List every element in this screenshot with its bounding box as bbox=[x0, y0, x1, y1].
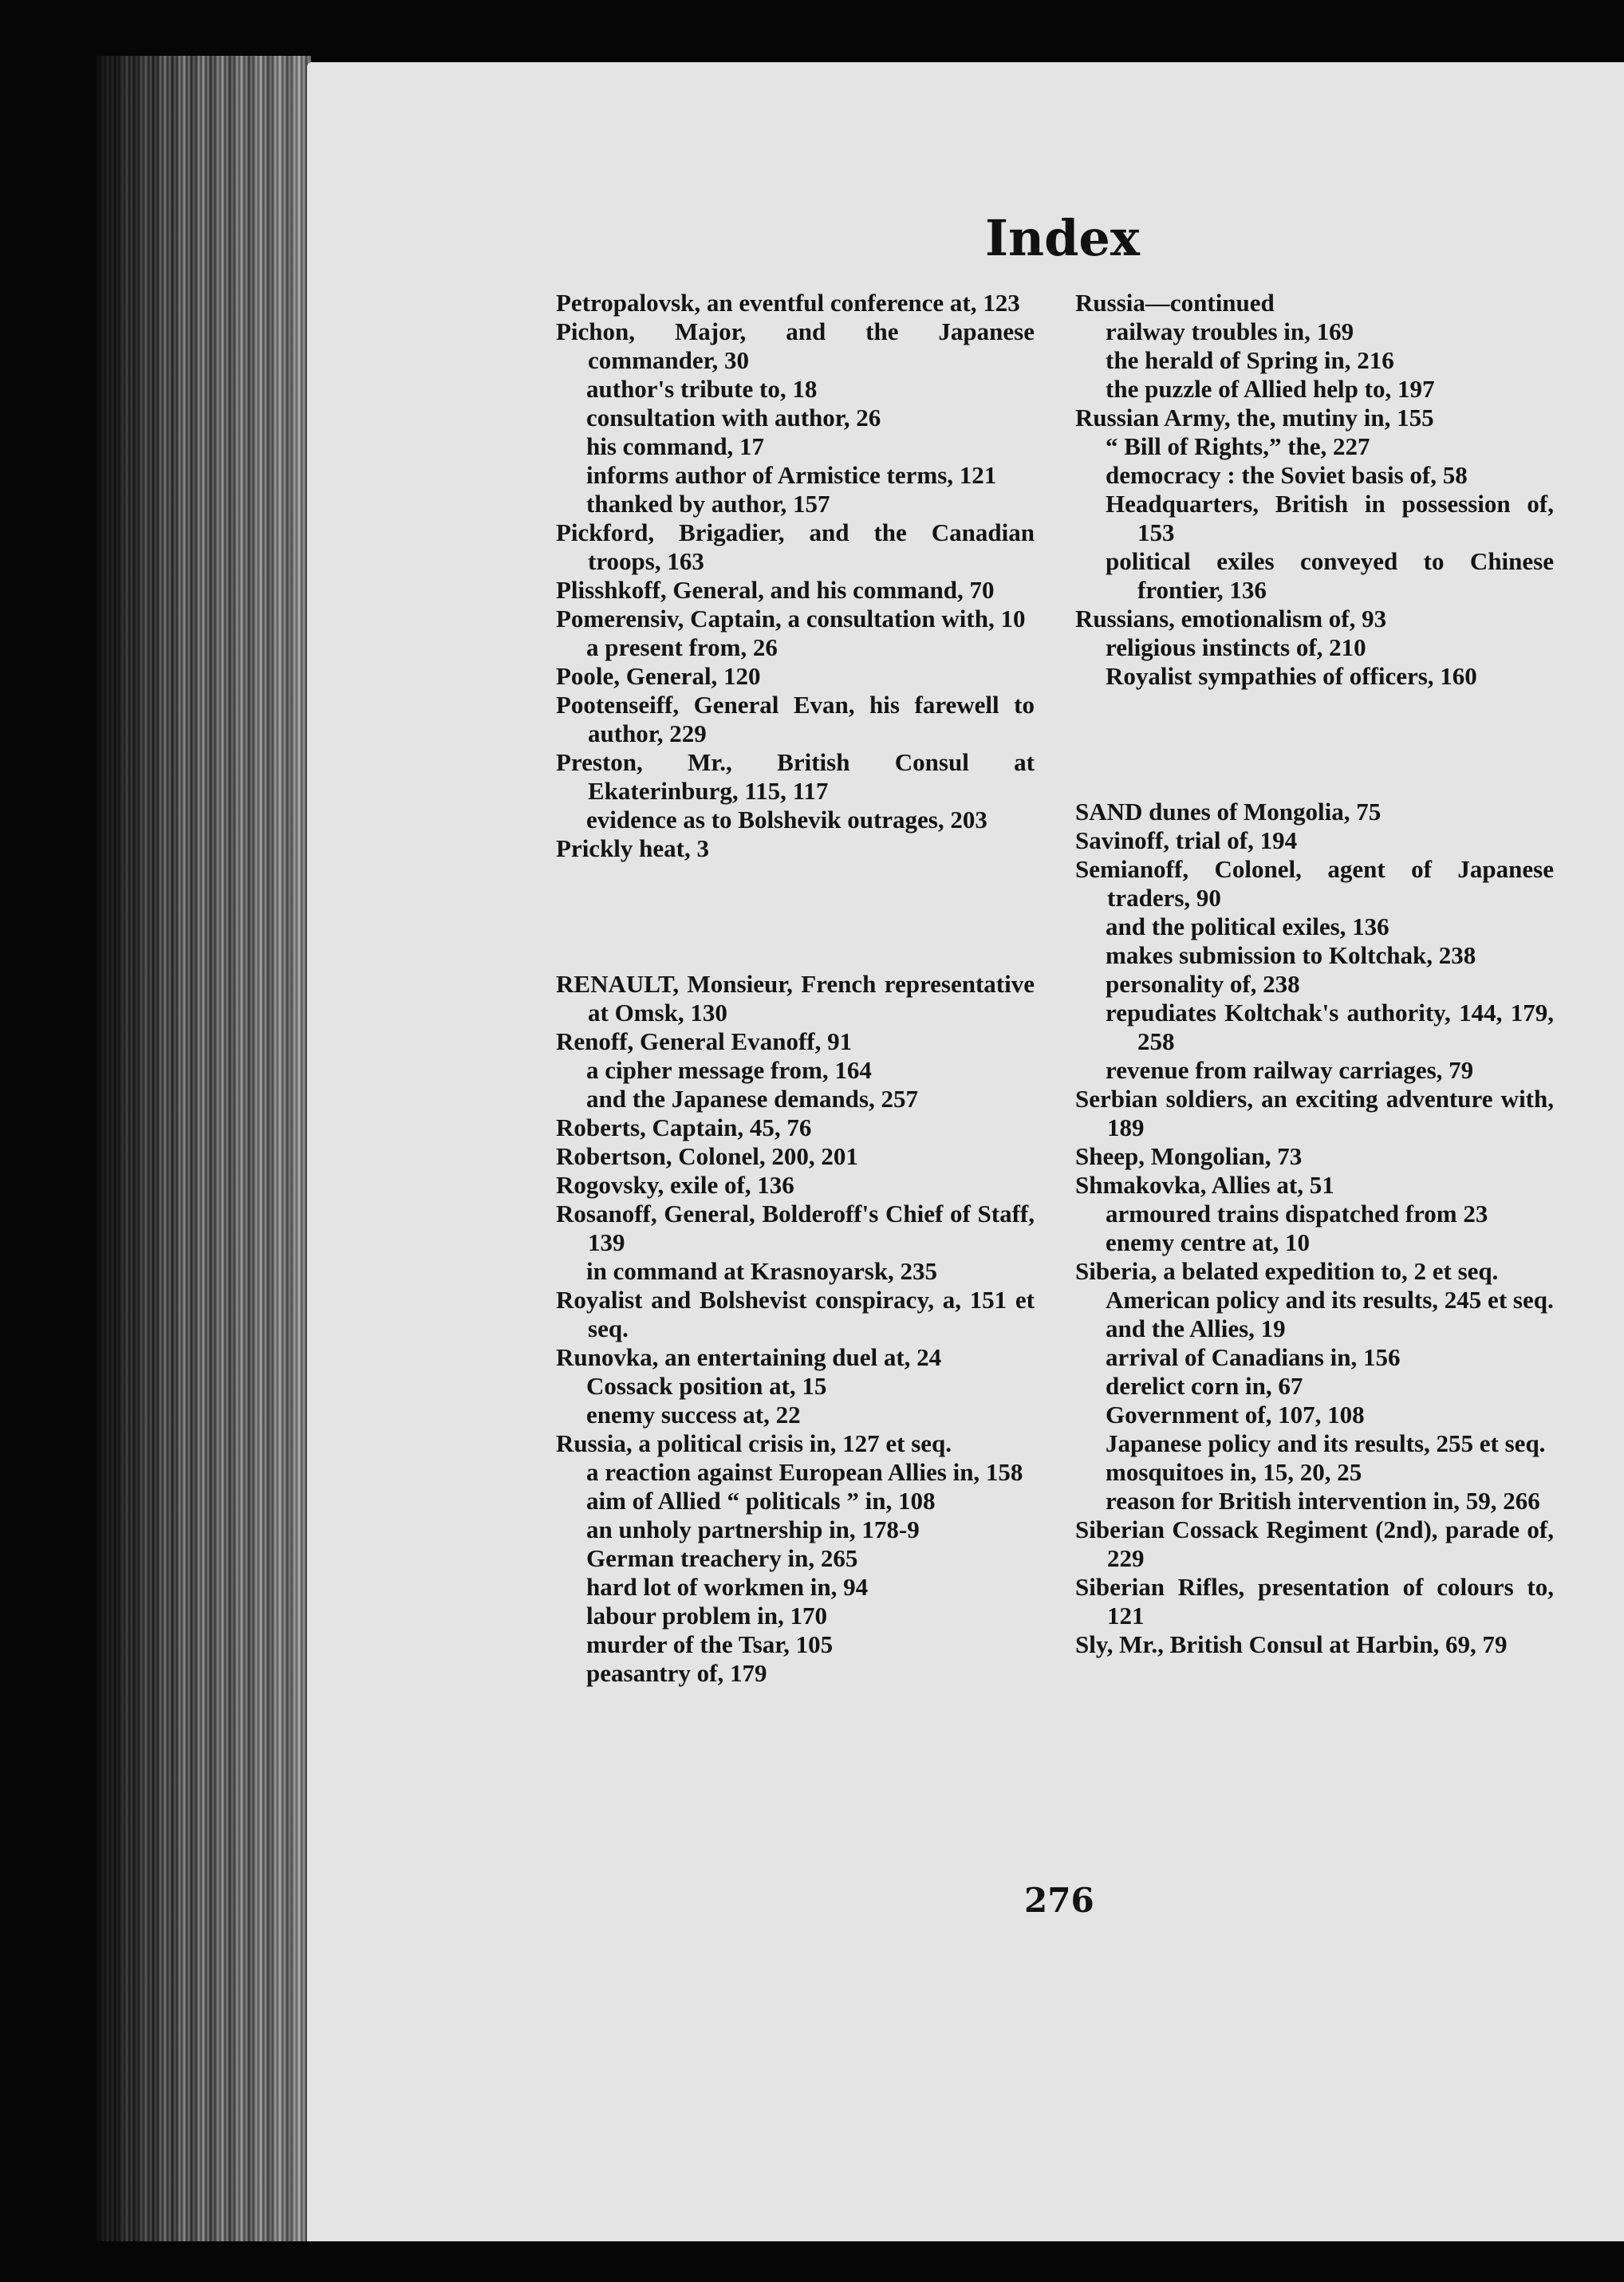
index-entry: Sly, Mr., British Consul at Harbin, 69, 79 bbox=[1075, 1630, 1508, 1658]
index-subentry: makes submission to Koltchak, 238 bbox=[1106, 941, 1476, 969]
index-entry: Roberts, Captain, 45, 76 bbox=[556, 1113, 812, 1141]
index-entry: Petropalovsk, an eventful conference at, 123 bbox=[556, 289, 1020, 317]
index-entry: Runovka, an entertaining duel at, 24 bbox=[556, 1343, 942, 1371]
index-subentry: his command, 17 bbox=[586, 432, 765, 460]
page-title: Index bbox=[985, 209, 1140, 267]
index-subentry: the herald of Spring in, 216 bbox=[1106, 346, 1394, 374]
index-entry: Pootenseiff, General Evan, his farewell to author, 229 bbox=[556, 691, 1035, 747]
index-entry: Siberian Rifles, presentation of colours to, 121 bbox=[1075, 1573, 1554, 1630]
index-column-left bbox=[556, 289, 1035, 1688]
index-entry: Russia—continued bbox=[1075, 289, 1275, 317]
index-subentry: Cossack position at, 15 bbox=[586, 1372, 827, 1400]
index-entry: Rosanoff, General, Bolderoff's Chief of Staff, 139 bbox=[556, 1200, 1035, 1256]
index-entry: Pichon, Major, and the Japanese commander, 30 bbox=[556, 317, 1035, 374]
index-subentry: reason for British intervention in, 59, 266 bbox=[1106, 1487, 1540, 1515]
letter-section-gap bbox=[556, 888, 1035, 945]
index-subentry: revenue from railway carriages, 79 bbox=[1106, 1056, 1474, 1084]
index-subentry: Government of, 107, 108 bbox=[1106, 1401, 1365, 1429]
index-subentry: arrival of Canadians in, 156 bbox=[1106, 1343, 1401, 1371]
index-entry: Savinoff, trial of, 194 bbox=[1075, 826, 1298, 854]
index-subentry: German treachery in, 265 bbox=[586, 1544, 858, 1572]
index-entry: Semianoff, Colonel, agent of Japanese traders, 90 bbox=[1075, 855, 1554, 912]
index-entry: Serbian soldiers, an exciting adventure with, 189 bbox=[1075, 1085, 1554, 1141]
index-subentry: aim of Allied “ politicals ” in, 108 bbox=[586, 1487, 936, 1515]
index-subentry: and the Japanese demands, 257 bbox=[586, 1085, 918, 1113]
index-subentry: and the political exiles, 136 bbox=[1106, 912, 1389, 940]
index-subentry: a reaction against European Allies in, 158 bbox=[586, 1458, 1023, 1486]
index-entry: Prickly heat, 3 bbox=[556, 834, 709, 862]
index-subentry: armoured trains dispatched from 23 bbox=[1106, 1200, 1488, 1228]
index-entry: Siberia, a belated expedition to, 2 et seq. bbox=[1075, 1257, 1499, 1285]
index-subentry: American policy and its results, 245 et seq. bbox=[1106, 1286, 1554, 1314]
index-subentry: labour problem in, 170 bbox=[586, 1602, 828, 1630]
index-subentry: a present from, 26 bbox=[586, 633, 778, 661]
spine-shadow bbox=[96, 56, 311, 2241]
index-entry: Rogovsky, exile of, 136 bbox=[556, 1171, 794, 1199]
index-subentry: mosquitoes in, 15, 20, 25 bbox=[1106, 1458, 1362, 1486]
index-entry: Russians, emotionalism of, 93 bbox=[1075, 605, 1387, 633]
index-entry: Royalist and Bolshevist conspiracy, a, 151 et seq. bbox=[556, 1286, 1035, 1342]
index-subentry: murder of the Tsar, 105 bbox=[586, 1630, 834, 1658]
index-subentry: author's tribute to, 18 bbox=[586, 375, 818, 403]
index-subentry: religious instincts of, 210 bbox=[1106, 633, 1366, 661]
index-entry: SAND dunes of Mongolia, 75 bbox=[1075, 798, 1382, 826]
index-subentry: evidence as to Bolshevik outrages, 203 bbox=[586, 806, 987, 834]
index-subentry: consultation with author, 26 bbox=[586, 404, 881, 432]
index-subentry: the puzzle of Allied help to, 197 bbox=[1106, 375, 1435, 403]
index-subentry: hard lot of workmen in, 94 bbox=[586, 1573, 869, 1601]
index-subentry: Japanese policy and its results, 255 et seq. bbox=[1106, 1429, 1546, 1457]
index-column-right bbox=[1075, 289, 1554, 1659]
index-subentry: “ Bill of Rights,” the, 227 bbox=[1106, 432, 1370, 460]
index-entry: Preston, Mr., British Consul at Ekaterinburg, 115, 117 bbox=[556, 748, 1035, 805]
index-subentry: thanked by author, 157 bbox=[586, 490, 830, 518]
index-subentry: peasantry of, 179 bbox=[586, 1659, 767, 1687]
index-subentry: derelict corn in, 67 bbox=[1106, 1372, 1303, 1400]
index-subentry: in command at Krasnoyarsk, 235 bbox=[586, 1257, 938, 1285]
index-entry: Pomerensiv, Captain, a consultation with, 10 bbox=[556, 605, 1026, 633]
index-subentry: and the Allies, 19 bbox=[1106, 1314, 1286, 1342]
index-entry: Shmakovka, Allies at, 51 bbox=[1075, 1171, 1334, 1199]
index-subentry: a cipher message from, 164 bbox=[586, 1056, 872, 1084]
index-entry: Renoff, General Evanoff, 91 bbox=[556, 1027, 853, 1055]
index-entry: Russia, a political crisis in, 127 et seq. bbox=[556, 1429, 952, 1457]
index-subentry: Royalist sympathies of officers, 160 bbox=[1106, 662, 1477, 690]
index-entry: Robertson, Colonel, 200, 201 bbox=[556, 1142, 858, 1170]
index-subentry: political exiles conveyed to Chinese frontier, 136 bbox=[1106, 547, 1554, 604]
index-subentry: enemy centre at, 10 bbox=[1106, 1228, 1310, 1256]
index-subentry: democracy : the Soviet basis of, 58 bbox=[1106, 461, 1468, 489]
index-entry: Sheep, Mongolian, 73 bbox=[1075, 1142, 1303, 1170]
index-subentry: enemy success at, 22 bbox=[586, 1401, 801, 1429]
index-entry: Pickford, Brigadier, and the Canadian troops, 163 bbox=[556, 518, 1035, 575]
page-number: 276 bbox=[1024, 1881, 1094, 1920]
index-subentry: repudiates Koltchak's authority, 144, 179, 258 bbox=[1106, 999, 1554, 1055]
index-entry: Russian Army, the, mutiny in, 155 bbox=[1075, 404, 1434, 432]
index-subentry: railway troubles in, 169 bbox=[1106, 317, 1354, 345]
index-entry: RENAULT, Monsieur, French representative at Omsk, 130 bbox=[556, 970, 1035, 1027]
letter-section-gap bbox=[1075, 715, 1554, 773]
index-subentry: Headquarters, British in possession of, 153 bbox=[1106, 490, 1554, 546]
index-entry: Plisshkoff, General, and his command, 70 bbox=[556, 576, 995, 604]
index-subentry: an unholy partnership in, 178-9 bbox=[586, 1515, 920, 1543]
index-subentry: personality of, 238 bbox=[1106, 970, 1300, 998]
index-subentry: informs author of Armistice terms, 121 bbox=[586, 461, 997, 489]
index-entry: Siberian Cossack Regiment (2nd), parade of, 229 bbox=[1075, 1515, 1554, 1572]
index-entry: Poole, General, 120 bbox=[556, 662, 761, 690]
